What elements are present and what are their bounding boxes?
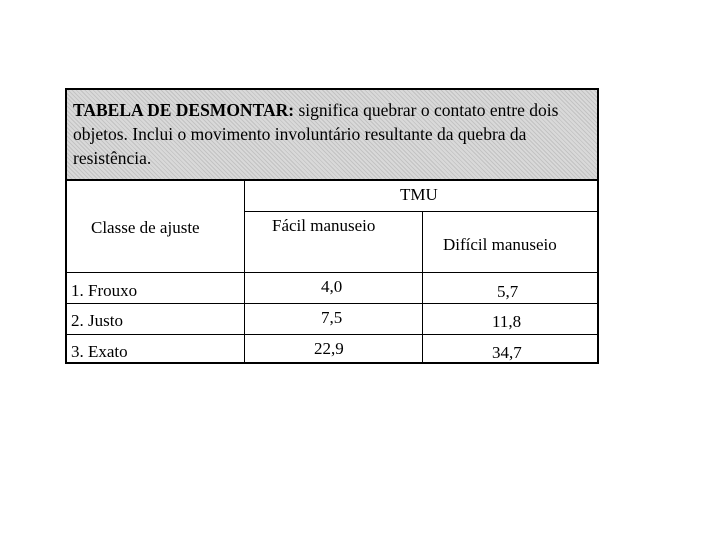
- row-3-dificil: 34,7: [492, 343, 522, 362]
- row-2-facil: 7,5: [321, 308, 343, 327]
- row-2-classe: 2. Justo: [71, 311, 123, 330]
- header-description: significa quebrar o contato entre dois objetos. Inclui o movimento involuntário resultante da quebra da resistência.: [73, 100, 559, 168]
- group-header-tmu: TMU: [400, 185, 438, 204]
- divider-cols: [67, 272, 597, 273]
- row-3-classe: 3. Exato: [71, 342, 128, 361]
- divider-row1: [67, 303, 597, 304]
- col-header-dificil: Difícil manuseio: [443, 235, 557, 254]
- row-3-facil: 22,9: [314, 339, 344, 358]
- row-1-classe: 1. Frouxo: [71, 281, 138, 300]
- divider-tmu: [244, 211, 597, 212]
- table-header: [67, 90, 597, 181]
- row-1-dificil: 5,7: [497, 282, 519, 301]
- col-header-facil: Fácil manuseio: [272, 216, 376, 235]
- header-title: TABELA DE DESMONTAR:: [73, 100, 295, 120]
- row-1-facil: 4,0: [321, 277, 343, 296]
- col-header-classe: Classe de ajuste: [91, 218, 200, 237]
- desmontar-table: [65, 88, 599, 364]
- divider-col2: [422, 212, 423, 364]
- row-2-dificil: 11,8: [492, 312, 522, 331]
- divider-row2: [67, 334, 597, 335]
